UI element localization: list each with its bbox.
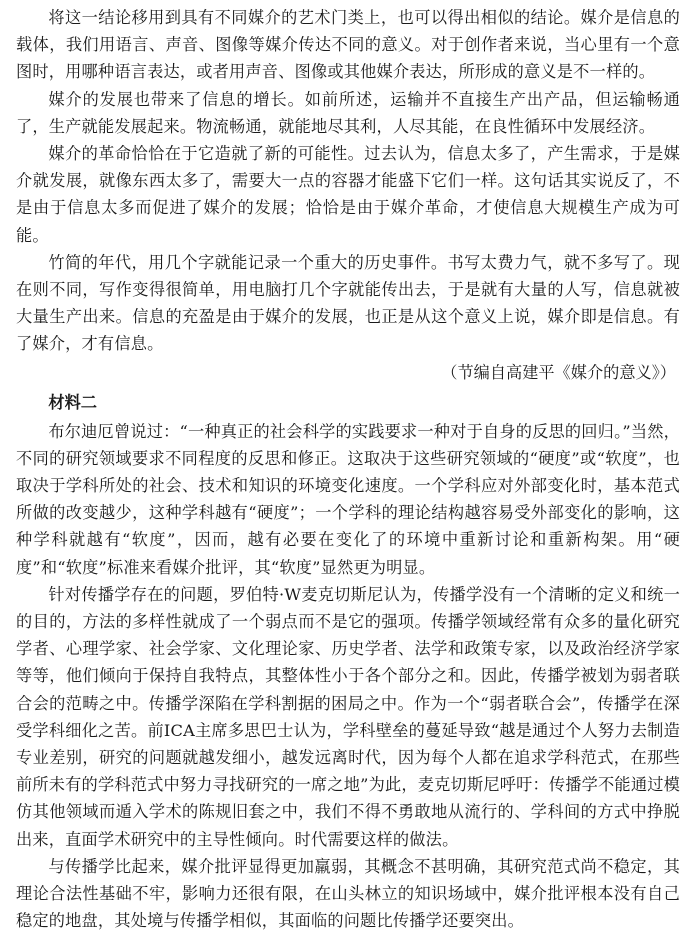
paragraph: 将这一结论移用到具有不同媒介的艺术门类上，也可以得出相似的结论。媒介是信息的载体，我们用语言、声音、图像等媒介传达不同的意义。对于创作者来说，当心里有一个意图时，用哪种语言表达，或者用声音、图像或其他媒介表达，所形成的意义是不一样的。: [16, 8, 680, 82]
section-heading: 材料二: [48, 392, 97, 412]
source-citation: （节编自高建平《媒介的意义》）: [441, 362, 676, 382]
paragraph: 竹简的年代，用几个字就能记录一个重大的历史事件。书写太费力气，就不多写了。现在则不同，写作变得很简单，用电脑打几个字就能传出去，于是就有大量的人写，信息就被大量生产出来。信息的充盈是由于媒介的发展，也正是从这个意义上说，媒介即是信息。有了媒介，才有信息。: [16, 252, 680, 354]
paragraph: 媒介的发展也带来了信息的增长。如前所述，运输并不直接生产出产品，但运输畅通了，生产就能发展起来。物流畅通，就能地尽其利，人尽其能，在良性循环中发展经济。: [16, 89, 680, 136]
paragraph: 针对传播学存在的问题，罗伯特·W麦克切斯尼认为，传播学没有一个清晰的定义和统一的目的，方法的多样性就成了一个弱点而不是它的强项。传播学领域经常有众多的量化研究学者、心理学家、社会学家、文化理论家、历史学者、法学和政策专家，以及政治经济学家等等，他们倾向于保持自我特点，其整体性小于各个部分之和。因此，传播学被划为弱者联合会的范畴之中。传播学深陷在学科割据的困局之中。作为一个“弱者联合会”，传播学在深受学科细化之苦。前ICA主席多思巴士认为，学科壁垒的蔓延导致“越是通过个人努力去制造专业差别，研究的问题就越发细小，越发远离时代，因为每个人都在追求学科范式，在那些前所未有的学科范式中努力寻找研究的一席之地”为此，麦克切斯尼呼吁：传播学不能通过模仿其他领域而遁入学术的陈规旧套之中，我们不得不勇敢地从流行的、学科间的方式中挣脱出来，直面学术研究中的主导性倾向。时代需要这样的做法。: [16, 584, 680, 849]
paragraph: 媒介的革命恰恰在于它造就了新的可能性。过去认为，信息太多了，产生需求，于是媒介就发展，就像东西太多了，需要大一点的容器才能盛下它们一样。这句话其实说反了，不是由于信息太多而促进了媒介的发展；恰恰是由于媒介革命，才使信息大规模生产成为可能。: [16, 144, 680, 245]
paragraph: 与传播学比起来，媒介批评显得更加羸弱，其概念不甚明确，其研究范式尚不稳定，其理论合法性基础不牢，影响力还很有限，在山头林立的知识场域中，媒介批评根本没有自己稳定的地盘，其处境与传播学相似，其面临的问题比传播学还要突出。: [16, 856, 680, 931]
paragraph: 布尔迪厄曾说过：“一种真正的社会科学的实践要求一种对于自身的反思的回归。”当然，不同的研究领域要求不同程度的反思和修正。这取决于这些研究领域的“硬度”或“软度”，也取决于学科所处的社会、技术和知识的环境变化速度。一个学科应对外部变化时，基本范式所做的改变越少，这种学科越有“硬度”；一个学科的理论结构越容易受外部变化的影响，这种学科就越有“软度”，因而，越有必要在变化了的环境中重新讨论和重新构架。用“硬度”和“软度”标准来看媒介批评，其“软度”显然更为明显。: [16, 421, 680, 577]
document-page: [16, 4, 680, 935]
